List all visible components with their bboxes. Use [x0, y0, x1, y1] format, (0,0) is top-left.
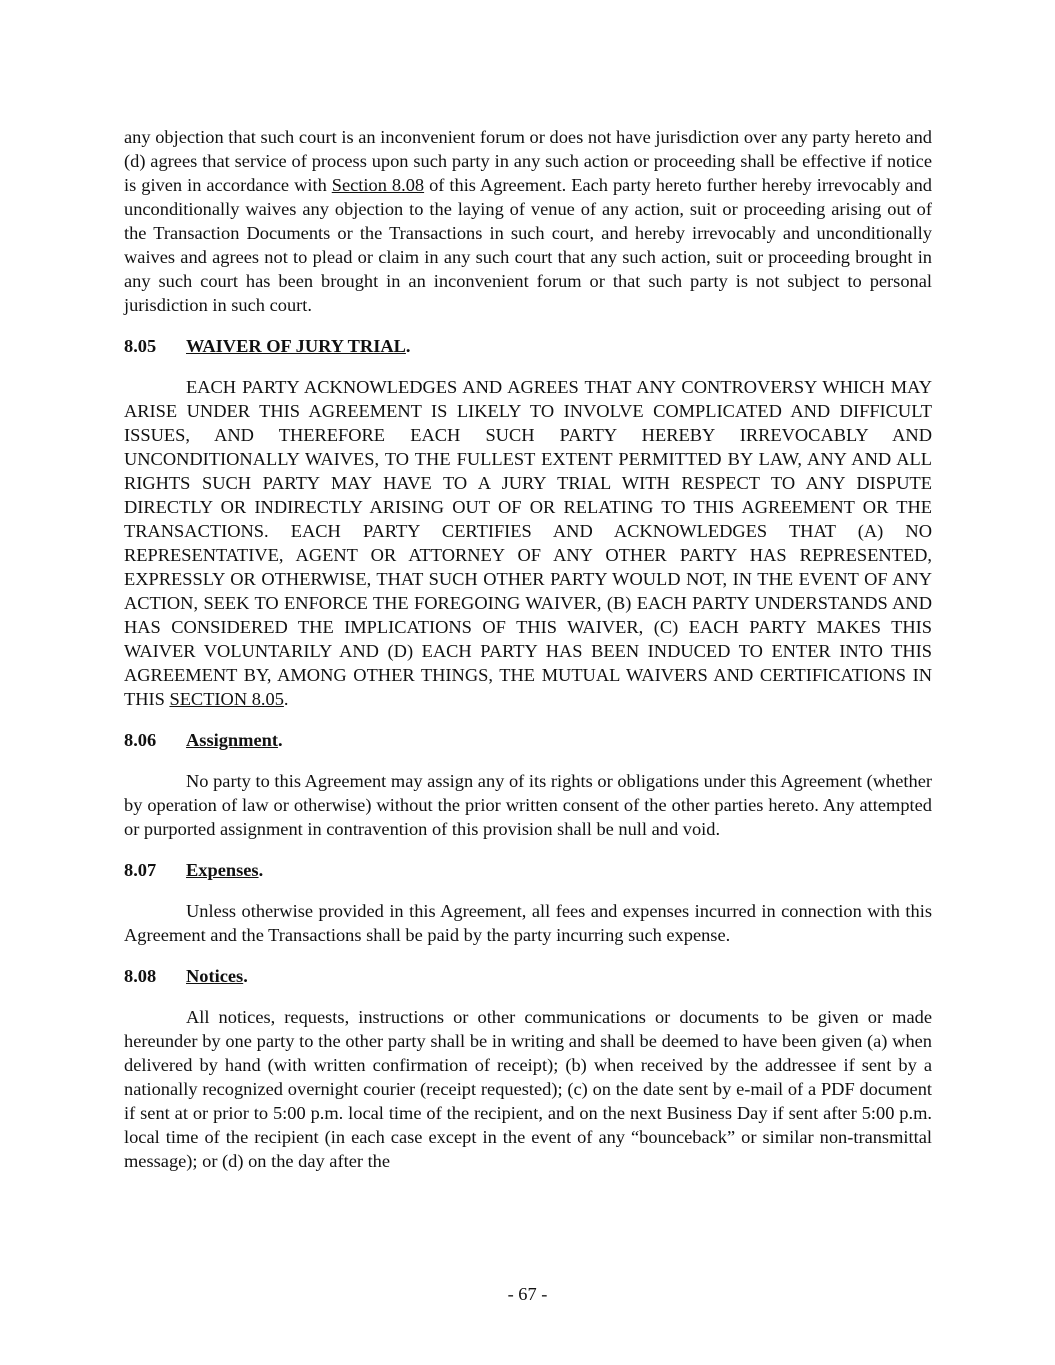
section-number: 8.06: [124, 730, 157, 750]
section-body-8-07: Unless otherwise provided in this Agreement, all fees and expenses incurred in connection with this Agreement and the Transactions shall be paid by the party incurring such expense.: [124, 901, 932, 945]
continuation-paragraph: [124, 125, 932, 317]
heading-period: .: [243, 966, 248, 986]
section-heading-8-08: [124, 964, 932, 988]
continuation-text-2: of this Agreement. Each party hereto further hereby irrevocably and unconditionally waives any objection to the laying of venue of any action, suit or proceeding arising out of the Transaction Documents or the Transactions in such court, and hereby irrevocably and unconditionally waives and agrees not to plead or claim in any such court that any such action, suit or proceeding brought in any such court has been brought in an inconvenient forum or that such party is not subject to personal jurisdiction in such court.: [124, 175, 932, 315]
section-heading-8-05: [124, 334, 932, 358]
section-body-8-06: No party to this Agreement may assign any of its rights or obligations under this Agreement (whether by operation of law or otherwise) without the prior written consent of the other parties hereto. Any attempted or purported assignment in contravention of this provision shall be null and void.: [124, 771, 932, 839]
section-heading-8-07: [124, 858, 932, 882]
heading-period: .: [277, 730, 283, 750]
heading-period: .: [258, 860, 264, 880]
section-title: Notices: [186, 966, 244, 986]
continuation-text-1: any objection that such court is an inconvenient forum or does not have jurisdiction over any party hereto and (d) agrees that service of process upon such party in any such action or proceeding shall be effective if notice is given in accordance with: [124, 127, 932, 195]
document-page: [124, 125, 932, 1173]
section-title: Expenses: [186, 860, 259, 880]
section-title: WAIVER OF JURY TRIAL: [186, 336, 406, 356]
section-body-8-05: [124, 375, 932, 711]
heading-period: .: [405, 336, 411, 356]
page-number: - 67 -: [507, 1284, 548, 1304]
section-number: 8.08: [124, 966, 157, 986]
section-reference-link: Section 8.08: [331, 175, 425, 195]
section-number: 8.07: [124, 860, 157, 880]
waiver-text-2: .: [283, 689, 289, 709]
section-number: 8.05: [124, 336, 157, 356]
section-heading-8-06: [124, 728, 932, 752]
waiver-text-1: EACH PARTY ACKNOWLEDGES AND AGREES THAT ANY CONTROVERSY WHICH MAY ARISE UNDER THIS AGREEMENT IS LIKELY TO INVOLVE COMPLICATED AND DIFFICULT ISSUES, AND THEREFORE EACH SUCH PARTY HEREBY IRREVOCABLY AND UNCONDITIONALLY WAIVES, TO THE FULLEST EXTENT PERMITTED BY LAW, ANY AND ALL RIGHTS SUCH PARTY MAY HAVE TO A JURY TRIAL WITH RESPECT TO ANY DISPUTE DIRECTLY OR INDIRECTLY ARISING OUT OF OR RELATING TO THIS AGREEMENT OR THE TRANSACTIONS. EACH PARTY CERTIFIES AND ACKNOWLEDGES THAT (A) NO REPRESENTATIVE, AGENT OR ATTORNEY OF ANY OTHER PARTY HAS REPRESENTED, EXPRESSLY OR OTHERWISE, THAT SUCH OTHER PARTY WOULD NOT, IN THE EVENT OF ANY ACTION, SEEK TO ENFORCE THE FOREGOING WAIVER, (B) EACH PARTY UNDERSTANDS AND HAS CONSIDERED THE IMPLICATIONS OF THIS WAIVER, (C) EACH PARTY MAKES THIS WAIVER VOLUNTARILY AND (D) EACH PARTY HAS BEEN INDUCED TO ENTER INTO THIS AGREEMENT BY, AMONG OTHER THINGS, THE MUTUAL WAIVERS AND CERTIFICATIONS IN THIS: [124, 377, 932, 709]
section-title: Assignment: [186, 730, 278, 750]
section-body-8-08: All notices, requests, instructions or other communications or documents to be given or made hereunder by one party to the other party shall be in writing and shall be deemed to have been given (a) when delivered by hand (with written confirmation of receipt); (b) when received by the addressee if sent by a nationally recognized overnight courier (receipt requested); (c) on the date sent by e-mail of a PDF document if sent at or prior to 5:00 p.m. local time of the recipient, and on the next Business Day if sent after 5:00 p.m. local time of the recipient (in each case except in the event of any “bounceback” or similar non-transmittal message); or (d) on the day after the: [124, 1007, 932, 1171]
section-reference-link: SECTION 8.05: [169, 689, 284, 709]
